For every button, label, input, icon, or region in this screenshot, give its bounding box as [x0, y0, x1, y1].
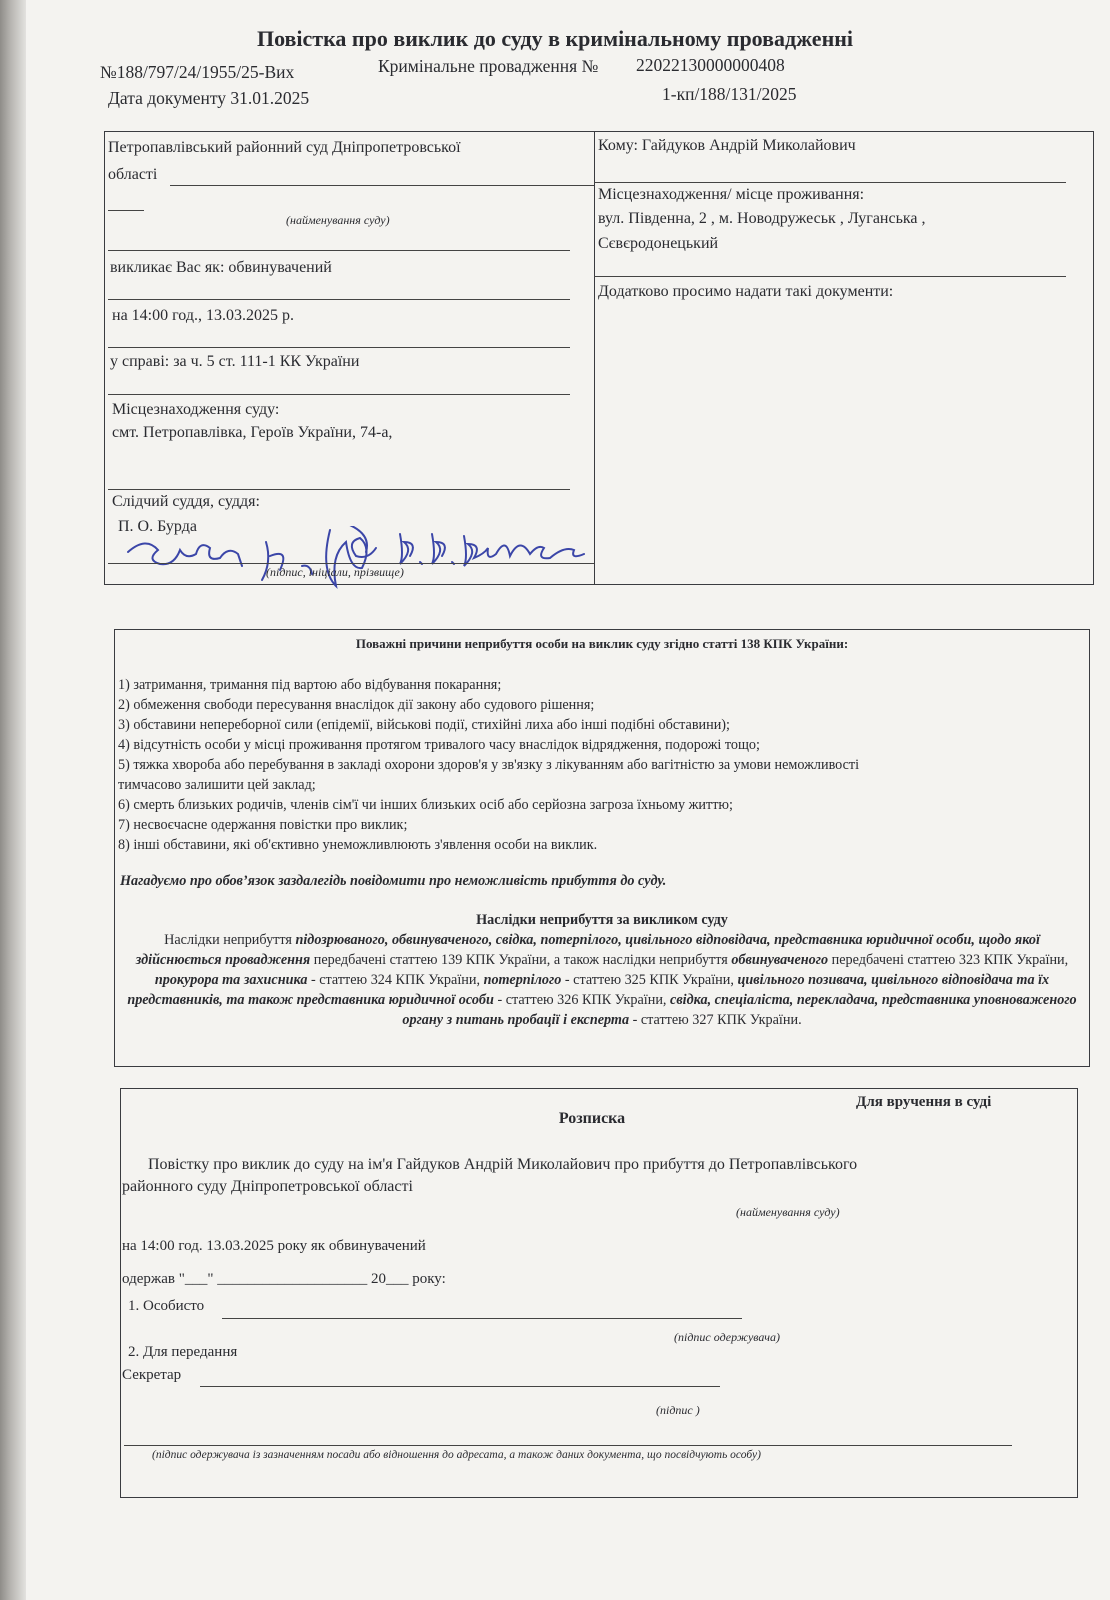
- reasons-list: [118, 675, 1084, 855]
- receipt-for-transfer: 2. Для передання: [128, 1344, 238, 1360]
- court-location: смт. Петропавлівка, Героїв України, 74-а,: [112, 424, 393, 441]
- consequences-part: потерпілого: [483, 972, 562, 988]
- judge-label: Слідчий суддя, суддя:: [112, 493, 260, 510]
- outgoing-number: №188/797/24/1955/25-Вих: [100, 62, 295, 82]
- receipt-personally: 1. Особисто: [128, 1298, 205, 1314]
- reason-item: 6) смерть близьких родичів, членів сім'ї чи інших близьких осіб або серйозна загроза їхньому життю;: [118, 797, 733, 813]
- consequences-part: цивільного позивача, цивільного відповідача та їх представників, та також представника юридичної особи: [127, 972, 1050, 1008]
- court-name-line2: області: [108, 166, 158, 183]
- rule: [222, 1318, 742, 1319]
- consequences-part: - статтею 326 КПК України,: [493, 992, 671, 1008]
- reason-item: 3) обставини непереборної сили (епідемії, військові події, стихійні лиха або інші подібні обставини);: [118, 717, 730, 733]
- court-case-number: 1-кп/188/131/2025: [662, 84, 797, 104]
- document-title: Повістка про виклик до суду в кримінальному провадженні: [256, 26, 854, 51]
- consequences-part: свідка, спеціаліста, перекладача, представника уповноваженого органу з питань пробації і експерта: [402, 992, 1077, 1028]
- case-label: Кримінальне провадження №: [378, 56, 599, 76]
- consequences-part: передбачені статтею 323 КПК України,: [828, 952, 1069, 968]
- reason-item: тимчасово залишити цей заклад;: [118, 777, 316, 793]
- signature-caption: (підпис, ініціали, прізвище): [266, 565, 404, 579]
- consequences-part: Наслідки неприбуття: [164, 932, 296, 948]
- rule: [108, 250, 570, 251]
- reason-item: 8) інші обставини, які об'єктивно унеможливлюють з'явлення особи на виклик.: [118, 837, 598, 853]
- rule: [124, 1445, 1012, 1446]
- court-name-line1: Петропавлівський районний суд Дніпропетровської: [108, 139, 461, 156]
- consequences-text: [120, 930, 1084, 1030]
- rule: [594, 182, 1066, 183]
- reason-item: 1) затримання, тримання під вартою або відбування покарання;: [118, 677, 502, 693]
- rule: [170, 185, 594, 186]
- table-divider: [594, 131, 595, 585]
- rule: [108, 347, 570, 348]
- reason-item: 2) обмеження свободи пересування внаслідок дії закону або судового рішення;: [118, 697, 595, 713]
- residence-line2: Сєвєродонецький: [598, 235, 719, 252]
- page-edge-shadow: [0, 0, 26, 1600]
- reason-item: 7) несвоєчасне одержання повістки про виклик;: [118, 817, 408, 833]
- consequences-part: - статтею 325 КПК України,: [561, 972, 738, 988]
- consequences-heading: Наслідки неприбуття за викликом суду: [476, 912, 728, 928]
- rule: [200, 1386, 720, 1387]
- reminder-note: Нагадуємо про обов’язок заздалегідь повідомити про неможливість прибуття до суду.: [120, 873, 667, 889]
- receipt-when: на 14:00 год. 13.03.2025 року як обвинувачений: [122, 1238, 426, 1254]
- handwritten-signature: [120, 526, 600, 596]
- receipt-received: одержав "___" ____________________ 20___ року:: [122, 1271, 446, 1287]
- receipt-corner-note: Для вручення в суді: [856, 1094, 992, 1110]
- residence-label: Місцезнаходження/ місце проживання:: [598, 186, 865, 203]
- rule: [108, 210, 144, 211]
- receipt-secretary: Секретар: [122, 1367, 182, 1383]
- rule: [108, 394, 570, 395]
- extra-documents-label: Додатково просимо надати такі документи:: [598, 283, 894, 300]
- document-date: Дата документу 31.01.2025: [108, 88, 310, 108]
- rule: [108, 299, 570, 300]
- receipt-line1: Повістку про виклик до суду на ім'я Гайдуков Андрій Миколайович про прибуття до Петропавлівського: [148, 1156, 858, 1173]
- rule: [108, 563, 594, 564]
- recipient-signature-caption: (підпис одержувача): [674, 1330, 780, 1344]
- receipt-line2: районного суду Дніпропетровської області: [122, 1178, 413, 1195]
- reason-item: 4) відсутність особи у місці проживання протягом тривалого часу внаслідок відрядження, подорожі тощо;: [118, 737, 760, 753]
- summoned-as: викликає Вас як: обвинувачений: [110, 259, 332, 276]
- receipt-footer: (підпис одержувача із зазначенням посади або відношення до адресата, а також даних документа, що посвідчують особу): [152, 1449, 761, 1461]
- consequences-part: передбачені статтею 139 КПК України, а також наслідки неприбуття: [310, 952, 732, 968]
- consequences-part: - статтею 327 КПК України.: [629, 1012, 802, 1028]
- court-location-label: Місцезнаходження суду:: [112, 401, 280, 418]
- residence-line1: вул. Південна, 2 , м. Новодружеськ , Луганська ,: [598, 210, 926, 227]
- consequences-part: обвинуваченого: [731, 952, 829, 968]
- court-name-caption: (найменування суду): [286, 213, 390, 227]
- rule: [108, 489, 570, 490]
- judge-name: П. О. Бурда: [118, 518, 197, 535]
- consequences-part: - статтею 324 КПК України,: [307, 972, 484, 988]
- reason-item: 5) тяжка хвороба або перебування в закладі охорони здоров'я у зв'язку з лікуванням або вагітністю за умови неможливості: [118, 757, 860, 773]
- rule: [594, 276, 1066, 277]
- receipt-box: [120, 1088, 1078, 1498]
- receipt-title: Розписка: [558, 1110, 626, 1127]
- case-number: 22022130000000408: [636, 55, 785, 75]
- hearing-time: на 14:00 год., 13.03.2025 р.: [112, 307, 294, 324]
- case-article: у справі: за ч. 5 ст. 111-1 КК України: [110, 353, 360, 370]
- consequences-part: підозрюваного, обвинуваченого, свідка, потерпілого, цивільного відповідача, представника юридичної особи, щодо якої здійснюється провадження: [135, 932, 1040, 968]
- reasons-heading: Поважні причини неприбуття особи на виклик суду згідно статті 138 КПК України:: [355, 636, 849, 651]
- secretary-signature-caption: (підпис ): [656, 1403, 700, 1417]
- receipt-court-caption: (найменування суду): [736, 1205, 840, 1219]
- recipient-name: Кому: Гайдуков Андрій Миколайович: [598, 137, 856, 154]
- consequences-part: прокурора та захисника: [154, 972, 308, 988]
